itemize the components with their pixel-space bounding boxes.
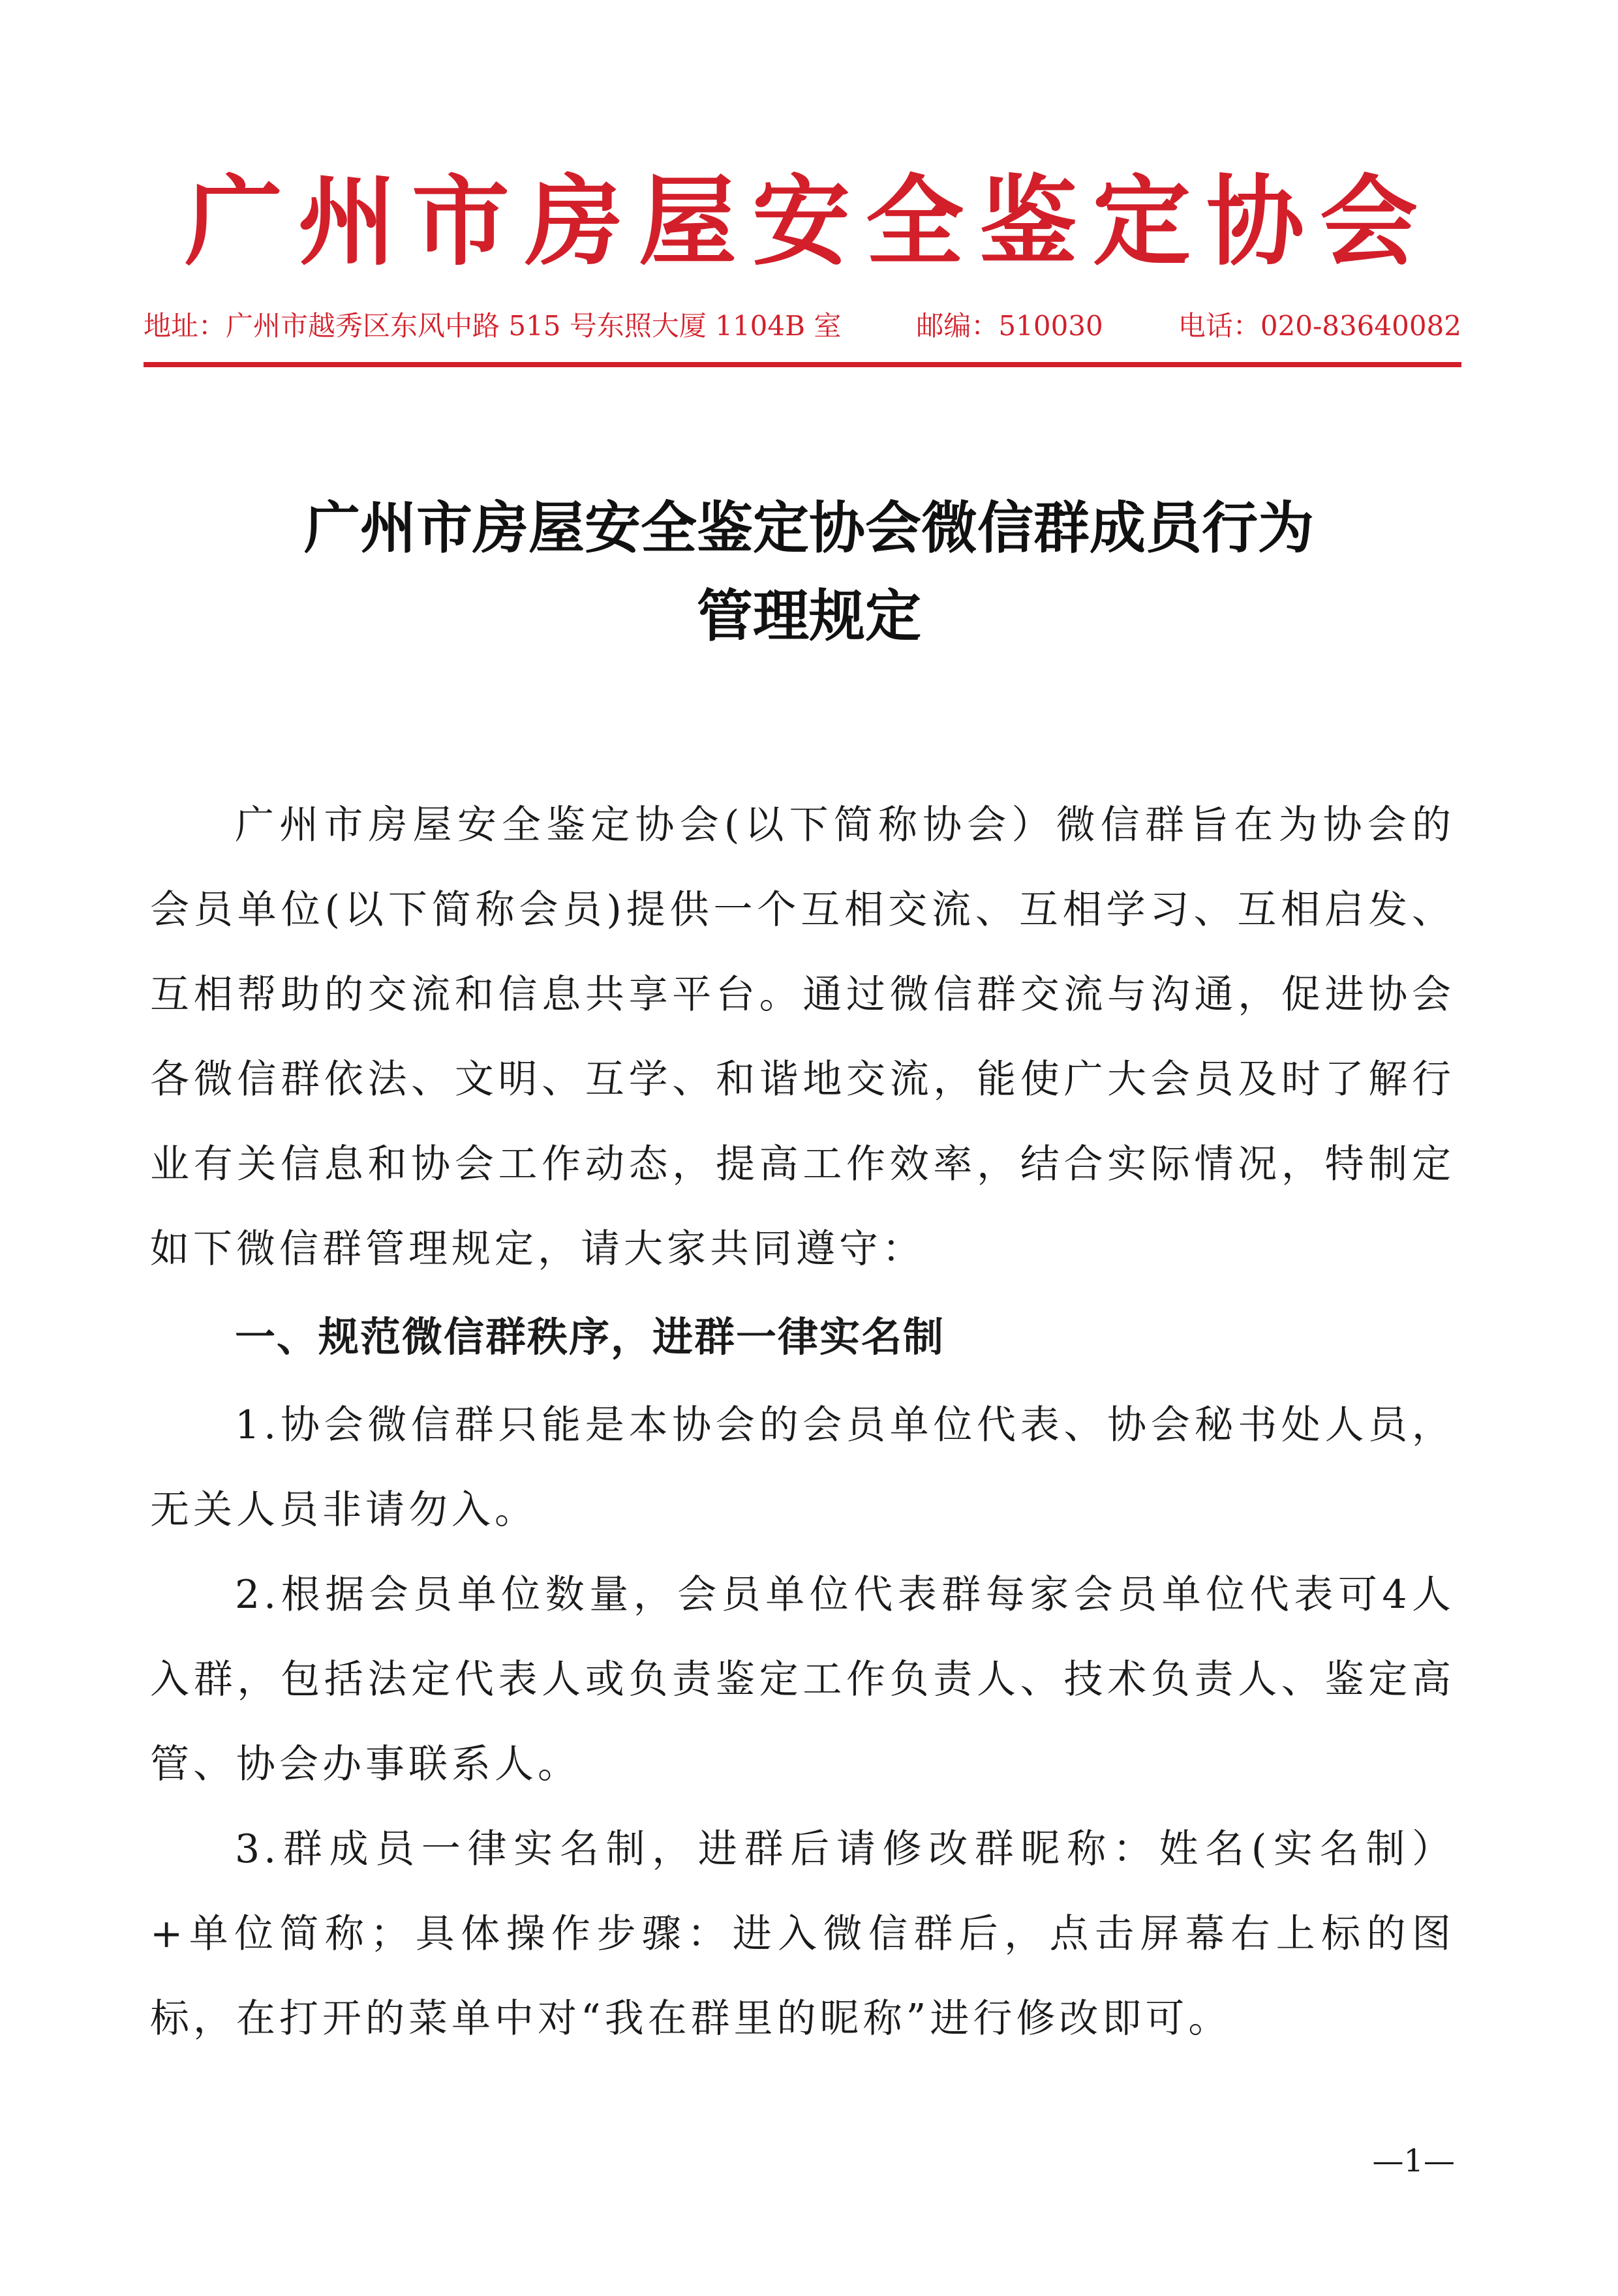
letterhead-org-name: 广州市房屋安全鉴定协会 [184, 164, 1433, 279]
letterhead-divider [144, 362, 1461, 367]
document-title-line-1: 广州市房屋安全鉴定协会微信群成员行为 [304, 496, 1314, 561]
intro-paragraph: 广州市房屋安全鉴定协会(以下简称协会）微信群旨在为协会的会员单位(以下简称会员)提供一个互相交流、互相学习、互相启发、互相帮助的交流和信息共享平台。通过微信群交流与沟通，促进协会各微信群依法、文明、互学、和谐地交流，能使广大会员及时了解行业有关信息和协会工作动态，提高工作效率，结合实际情况，特制定如下微信群管理规定，请大家共同遵守： [150, 802, 1455, 1272]
letterhead-postcode: 邮编：510030 [916, 310, 1103, 342]
section-heading-1: 一、规范微信群秩序，进群一律实名制 [235, 1313, 945, 1361]
letterhead-address: 地址：广州市越秀区东风中路 515 号东照大厦 1104B 室 [144, 310, 842, 342]
rule-item-2: 2.根据会员单位数量，会员单位代表群每家会员单位代表可4人入群，包括法定代表人或负责鉴定工作负责人、技术负责人、鉴定高管、协会办事联系人。 [150, 1572, 1455, 1787]
letterhead-phone: 电话：020-83640082 [1178, 310, 1461, 342]
document-body [150, 783, 1455, 2061]
rule-item-1: 1.协会微信群只能是本协会的会员单位代表、协会秘书处人员，无关人员非请勿入。 [150, 1402, 1455, 1533]
letterhead-contact-line [144, 307, 1461, 346]
rule-item-3: 3.群成员一律实名制，进群后请修改群昵称：姓名(实名制）+单位简称；具体操作步骤：进入微信群后，点击屏幕右上标的图标，在打开的菜单中对“我在群里的昵称”进行修改即可。 [150, 1826, 1455, 2042]
document-title-line-2: 管理规定 [697, 584, 921, 649]
page-number: —1— [1372, 2143, 1455, 2179]
